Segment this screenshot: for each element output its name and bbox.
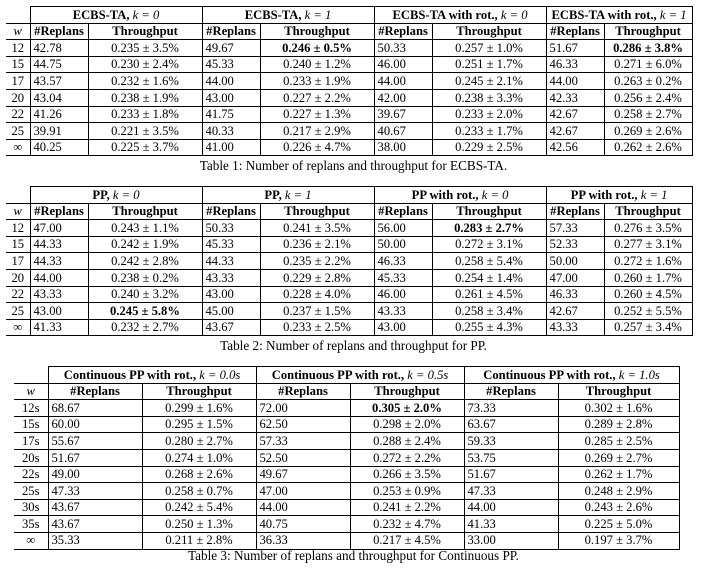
replans-value: 42.67	[546, 106, 604, 123]
throughput-value: 0.238 ± 3.3%	[432, 89, 546, 106]
throughput-value: 0.235 ± 2.2%	[260, 253, 374, 270]
throughput-value: 0.227 ± 1.3%	[260, 106, 374, 123]
replans-value: 60.00	[48, 416, 142, 433]
group-header-row	[14, 367, 679, 384]
table-row	[14, 499, 679, 516]
replans-value: 40.75	[256, 516, 350, 533]
throughput-value: 0.254 ± 1.4%	[432, 269, 546, 286]
group-header	[30, 7, 202, 24]
w-value: 15s	[14, 416, 48, 433]
table-row	[6, 89, 692, 106]
throughput-value: 0.256 ± 2.4%	[604, 89, 692, 106]
replans-value: 42.33	[546, 89, 604, 106]
replans-value: 46.00	[374, 286, 432, 303]
throughput-value: 0.233 ± 2.5%	[260, 319, 374, 336]
table-row	[14, 483, 679, 500]
throughput-value: 0.286 ± 3.8%	[604, 40, 692, 57]
throughput-value: 0.232 ± 2.7%	[88, 319, 202, 336]
throughput-header: Throughput	[142, 383, 256, 400]
throughput-value: 0.302 ± 1.6%	[558, 400, 679, 417]
group-name: PP with rot.,	[411, 187, 482, 202]
w-value: 20	[6, 269, 30, 286]
group-k: k = 1.0s	[618, 367, 660, 382]
group-k: k = 0	[481, 187, 509, 202]
replans-value: 50.33	[202, 220, 260, 237]
throughput-value: 0.262 ± 2.6%	[604, 139, 692, 156]
table-row	[6, 73, 692, 90]
replans-value: 44.00	[464, 499, 558, 516]
replans-value: 42.78	[30, 40, 88, 57]
replans-value: 57.33	[546, 220, 604, 237]
throughput-value: 0.257 ± 1.0%	[432, 40, 546, 57]
throughput-value: 0.299 ± 1.6%	[142, 400, 256, 417]
w-value: ∞	[14, 532, 48, 549]
replans-value: 42.67	[546, 123, 604, 140]
replans-value: 43.33	[30, 286, 88, 303]
throughput-value: 0.221 ± 3.5%	[88, 123, 202, 140]
group-header	[202, 187, 374, 204]
group-k: k = 1	[284, 187, 312, 202]
group-header	[48, 367, 256, 384]
w-value: ∞	[6, 139, 30, 156]
replans-header: #Replans	[546, 23, 604, 40]
table-row	[14, 400, 679, 417]
replans-value: 57.33	[256, 433, 350, 450]
throughput-value: 0.257 ± 3.4%	[604, 319, 692, 336]
table-ecbs-ta	[6, 6, 693, 156]
group-name: ECBS-TA with rot.,	[551, 7, 660, 22]
throughput-value: 0.240 ± 1.2%	[260, 56, 374, 73]
replans-value: 43.00	[202, 89, 260, 106]
replans-header: #Replans	[202, 203, 260, 220]
replans-value: 43.04	[30, 89, 88, 106]
throughput-header: Throughput	[88, 23, 202, 40]
replans-value: 33.00	[464, 532, 558, 549]
throughput-value: 0.240 ± 3.2%	[88, 286, 202, 303]
throughput-value: 0.272 ± 2.2%	[350, 449, 464, 466]
replans-value: 63.67	[464, 416, 558, 433]
table-row	[6, 106, 692, 123]
replans-value: 47.00	[256, 483, 350, 500]
replans-value: 36.33	[256, 532, 350, 549]
group-header	[202, 7, 374, 24]
throughput-header: Throughput	[88, 203, 202, 220]
w-value: 25	[6, 123, 30, 140]
throughput-value: 0.248 ± 2.9%	[558, 483, 679, 500]
throughput-header: Throughput	[432, 203, 546, 220]
throughput-value: 0.227 ± 2.2%	[260, 89, 374, 106]
replans-value: 46.33	[374, 253, 432, 270]
replans-value: 47.33	[48, 483, 142, 500]
table-row	[6, 319, 692, 336]
throughput-value: 0.266 ± 3.5%	[350, 466, 464, 483]
throughput-value: 0.258 ± 5.4%	[432, 253, 546, 270]
replans-value: 53.75	[464, 449, 558, 466]
replans-value: 39.91	[30, 123, 88, 140]
throughput-value: 0.237 ± 1.5%	[260, 303, 374, 320]
throughput-value: 0.298 ± 2.0%	[350, 416, 464, 433]
throughput-value: 0.271 ± 6.0%	[604, 56, 692, 73]
w-value: 17s	[14, 433, 48, 450]
replans-value: 62.50	[256, 416, 350, 433]
throughput-value: 0.238 ± 0.2%	[88, 269, 202, 286]
group-name: ECBS-TA,	[72, 7, 133, 22]
w-value: 25	[6, 303, 30, 320]
throughput-value: 0.233 ± 1.8%	[88, 106, 202, 123]
replans-header: #Replans	[464, 383, 558, 400]
throughput-value: 0.269 ± 2.6%	[604, 123, 692, 140]
table-row	[6, 253, 692, 270]
throughput-value: 0.255 ± 4.3%	[432, 319, 546, 336]
throughput-value: 0.283 ± 2.7%	[432, 220, 546, 237]
replans-value: 44.00	[202, 73, 260, 90]
throughput-value: 0.233 ± 1.9%	[260, 73, 374, 90]
w-value: 22	[6, 286, 30, 303]
throughput-value: 0.263 ± 0.2%	[604, 73, 692, 90]
throughput-value: 0.235 ± 3.5%	[88, 40, 202, 57]
replans-value: 45.33	[202, 56, 260, 73]
group-header	[256, 367, 464, 384]
replans-value: 51.67	[546, 40, 604, 57]
replans-value: 44.33	[30, 253, 88, 270]
replans-header: #Replans	[30, 23, 88, 40]
w-value: 12	[6, 40, 30, 57]
table-row	[6, 220, 692, 237]
w-value: 12s	[14, 400, 48, 417]
group-k: k = 1	[304, 7, 332, 22]
replans-value: 42.00	[374, 89, 432, 106]
w-value: 35s	[14, 516, 48, 533]
replans-value: 50.33	[374, 40, 432, 57]
throughput-value: 0.250 ± 1.3%	[142, 516, 256, 533]
replans-value: 50.00	[546, 253, 604, 270]
replans-value: 41.33	[464, 516, 558, 533]
replans-value: 47.33	[464, 483, 558, 500]
throughput-value: 0.277 ± 3.1%	[604, 236, 692, 253]
w-header: w	[14, 383, 48, 400]
replans-value: 43.33	[374, 303, 432, 320]
group-name: Continuous PP with rot.,	[63, 367, 200, 382]
table-row	[6, 123, 692, 140]
w-value: 30s	[14, 499, 48, 516]
throughput-value: 0.243 ± 1.1%	[88, 220, 202, 237]
table1-caption: Table 1: Number of replans and throughput for ECBS-TA.	[199, 158, 508, 173]
replans-value: 46.33	[546, 286, 604, 303]
table-row	[6, 56, 692, 73]
replans-value: 44.33	[30, 236, 88, 253]
replans-value: 44.00	[546, 73, 604, 90]
throughput-value: 0.217 ± 2.9%	[260, 123, 374, 140]
replans-value: 44.00	[374, 73, 432, 90]
throughput-value: 0.289 ± 2.8%	[558, 416, 679, 433]
replans-value: 55.67	[48, 433, 142, 450]
replans-value: 40.67	[374, 123, 432, 140]
group-name: PP,	[264, 187, 285, 202]
throughput-value: 0.228 ± 4.0%	[260, 286, 374, 303]
throughput-value: 0.261 ± 4.5%	[432, 286, 546, 303]
throughput-value: 0.242 ± 2.8%	[88, 253, 202, 270]
corner-cell	[6, 7, 30, 24]
group-header	[374, 187, 546, 204]
replans-value: 46.33	[546, 56, 604, 73]
replans-header: #Replans	[48, 383, 142, 400]
replans-header: #Replans	[546, 203, 604, 220]
replans-value: 52.50	[256, 449, 350, 466]
throughput-value: 0.253 ± 0.9%	[350, 483, 464, 500]
w-header: w	[6, 203, 30, 220]
throughput-value: 0.229 ± 2.5%	[432, 139, 546, 156]
replans-value: 44.33	[202, 253, 260, 270]
group-k: k = 0	[112, 187, 140, 202]
replans-value: 40.33	[202, 123, 260, 140]
replans-value: 43.00	[30, 303, 88, 320]
throughput-value: 0.211 ± 2.8%	[142, 532, 256, 549]
group-header	[464, 367, 679, 384]
throughput-value: 0.280 ± 2.7%	[142, 433, 256, 450]
throughput-value: 0.197 ± 3.7%	[558, 532, 679, 549]
throughput-value: 0.236 ± 2.1%	[260, 236, 374, 253]
replans-value: 45.00	[202, 303, 260, 320]
throughput-value: 0.241 ± 2.2%	[350, 499, 464, 516]
replans-value: 41.75	[202, 106, 260, 123]
throughput-header: Throughput	[260, 203, 374, 220]
table-row	[14, 433, 679, 450]
group-name: ECBS-TA,	[244, 7, 305, 22]
group-header	[546, 7, 692, 24]
replans-header: #Replans	[374, 23, 432, 40]
throughput-value: 0.258 ± 3.4%	[432, 303, 546, 320]
throughput-header: Throughput	[260, 23, 374, 40]
replans-value: 42.67	[546, 303, 604, 320]
table-row	[6, 236, 692, 253]
throughput-header: Throughput	[432, 23, 546, 40]
group-k: k = 1	[659, 7, 687, 22]
throughput-value: 0.242 ± 5.4%	[142, 499, 256, 516]
throughput-value: 0.251 ± 1.7%	[432, 56, 546, 73]
throughput-value: 0.225 ± 5.0%	[558, 516, 679, 533]
throughput-value: 0.243 ± 2.6%	[558, 499, 679, 516]
corner-cell	[6, 187, 30, 204]
replans-value: 45.33	[202, 236, 260, 253]
table-row	[14, 532, 679, 549]
throughput-value: 0.305 ± 2.0%	[350, 400, 464, 417]
throughput-value: 0.272 ± 3.1%	[432, 236, 546, 253]
group-k: k = 0	[132, 7, 160, 22]
group-name: PP with rot.,	[570, 187, 641, 202]
replans-value: 43.67	[48, 499, 142, 516]
replans-value: 50.00	[374, 236, 432, 253]
replans-value: 47.00	[546, 269, 604, 286]
table-pp	[6, 186, 693, 336]
replans-value: 68.67	[48, 400, 142, 417]
throughput-value: 0.272 ± 1.6%	[604, 253, 692, 270]
throughput-value: 0.241 ± 3.5%	[260, 220, 374, 237]
replans-value: 46.00	[374, 56, 432, 73]
throughput-value: 0.260 ± 4.5%	[604, 286, 692, 303]
w-value: 20s	[14, 449, 48, 466]
throughput-header: Throughput	[558, 383, 679, 400]
replans-value: 59.33	[464, 433, 558, 450]
throughput-value: 0.245 ± 2.1%	[432, 73, 546, 90]
throughput-value: 0.285 ± 2.5%	[558, 433, 679, 450]
group-name: Continuous PP with rot.,	[483, 367, 619, 382]
replans-value: 35.33	[48, 532, 142, 549]
replans-header: #Replans	[202, 23, 260, 40]
throughput-value: 0.258 ± 0.7%	[142, 483, 256, 500]
replans-value: 51.67	[464, 466, 558, 483]
throughput-value: 0.258 ± 2.7%	[604, 106, 692, 123]
w-value: 17	[6, 73, 30, 90]
throughput-value: 0.245 ± 5.8%	[88, 303, 202, 320]
replans-value: 49.67	[256, 466, 350, 483]
replans-value: 42.56	[546, 139, 604, 156]
replans-value: 49.67	[202, 40, 260, 57]
group-k: k = 0.0s	[199, 367, 241, 382]
w-value: 15	[6, 56, 30, 73]
w-value: 12	[6, 220, 30, 237]
replans-value: 41.33	[30, 319, 88, 336]
w-value: 17	[6, 253, 30, 270]
group-k: k = 1	[640, 187, 668, 202]
w-header: w	[6, 23, 30, 40]
replans-value: 43.33	[202, 269, 260, 286]
throughput-value: 0.268 ± 2.6%	[142, 466, 256, 483]
replans-value: 43.00	[374, 319, 432, 336]
throughput-value: 0.262 ± 1.7%	[558, 466, 679, 483]
table-row	[14, 466, 679, 483]
table2-caption: Table 2: Number of replans and throughput for PP.	[220, 338, 487, 353]
replans-value: 40.25	[30, 139, 88, 156]
throughput-header: Throughput	[604, 23, 692, 40]
replans-header: #Replans	[30, 203, 88, 220]
throughput-header: Throughput	[350, 383, 464, 400]
replans-value: 39.67	[374, 106, 432, 123]
replans-value: 43.67	[48, 516, 142, 533]
w-value: 15	[6, 236, 30, 253]
column-header-row	[6, 23, 692, 40]
group-name: ECBS-TA with rot.,	[392, 7, 501, 22]
replans-value: 43.33	[546, 319, 604, 336]
throughput-value: 0.260 ± 1.7%	[604, 269, 692, 286]
column-header-row	[14, 383, 679, 400]
throughput-value: 0.226 ± 4.7%	[260, 139, 374, 156]
w-value: 25s	[14, 483, 48, 500]
group-k: k = 0.5s	[407, 367, 449, 382]
throughput-value: 0.230 ± 2.4%	[88, 56, 202, 73]
group-name: Continuous PP with rot.,	[271, 367, 408, 382]
replans-value: 51.67	[48, 449, 142, 466]
throughput-value: 0.288 ± 2.4%	[350, 433, 464, 450]
throughput-value: 0.295 ± 1.5%	[142, 416, 256, 433]
replans-value: 43.57	[30, 73, 88, 90]
replans-value: 41.26	[30, 106, 88, 123]
replans-value: 43.67	[202, 319, 260, 336]
replans-value: 44.00	[256, 499, 350, 516]
replans-header: #Replans	[374, 203, 432, 220]
replans-value: 72.00	[256, 400, 350, 417]
w-value: 22	[6, 106, 30, 123]
corner-cell	[14, 367, 48, 384]
throughput-value: 0.217 ± 4.5%	[350, 532, 464, 549]
replans-value: 47.00	[30, 220, 88, 237]
throughput-value: 0.242 ± 1.9%	[88, 236, 202, 253]
throughput-value: 0.232 ± 1.6%	[88, 73, 202, 90]
throughput-value: 0.232 ± 4.7%	[350, 516, 464, 533]
table-row	[14, 416, 679, 433]
table-row	[6, 40, 692, 57]
table-continuous-pp	[14, 366, 680, 550]
table-row	[6, 303, 692, 320]
group-header-row	[6, 187, 692, 204]
throughput-value: 0.229 ± 2.8%	[260, 269, 374, 286]
table3-caption: Table 3: Number of replans and throughput for Continuous PP.	[188, 548, 519, 563]
throughput-value: 0.225 ± 3.7%	[88, 139, 202, 156]
group-name: PP,	[92, 187, 113, 202]
table-row	[14, 516, 679, 533]
replans-value: 73.33	[464, 400, 558, 417]
table-row	[14, 449, 679, 466]
table-row	[6, 139, 692, 156]
throughput-value: 0.269 ± 2.7%	[558, 449, 679, 466]
column-header-row	[6, 203, 692, 220]
throughput-value: 0.252 ± 5.5%	[604, 303, 692, 320]
replans-value: 43.00	[202, 286, 260, 303]
w-value: 20	[6, 89, 30, 106]
throughput-header: Throughput	[604, 203, 692, 220]
replans-value: 49.00	[48, 466, 142, 483]
throughput-value: 0.233 ± 1.7%	[432, 123, 546, 140]
replans-value: 41.00	[202, 139, 260, 156]
replans-value: 44.00	[30, 269, 88, 286]
table-row	[6, 286, 692, 303]
group-header	[30, 187, 202, 204]
group-header-row	[6, 7, 692, 24]
replans-value: 52.33	[546, 236, 604, 253]
replans-value: 45.33	[374, 269, 432, 286]
throughput-value: 0.246 ± 0.5%	[260, 40, 374, 57]
throughput-value: 0.274 ± 1.0%	[142, 449, 256, 466]
replans-value: 44.75	[30, 56, 88, 73]
throughput-value: 0.238 ± 1.9%	[88, 89, 202, 106]
replans-header: #Replans	[256, 383, 350, 400]
group-header	[374, 7, 546, 24]
group-k: k = 0	[500, 7, 528, 22]
w-value: 22s	[14, 466, 48, 483]
group-header	[546, 187, 692, 204]
replans-value: 38.00	[374, 139, 432, 156]
replans-value: 56.00	[374, 220, 432, 237]
w-value: ∞	[6, 319, 30, 336]
table-row	[6, 269, 692, 286]
throughput-value: 0.276 ± 3.5%	[604, 220, 692, 237]
throughput-value: 0.233 ± 2.0%	[432, 106, 546, 123]
